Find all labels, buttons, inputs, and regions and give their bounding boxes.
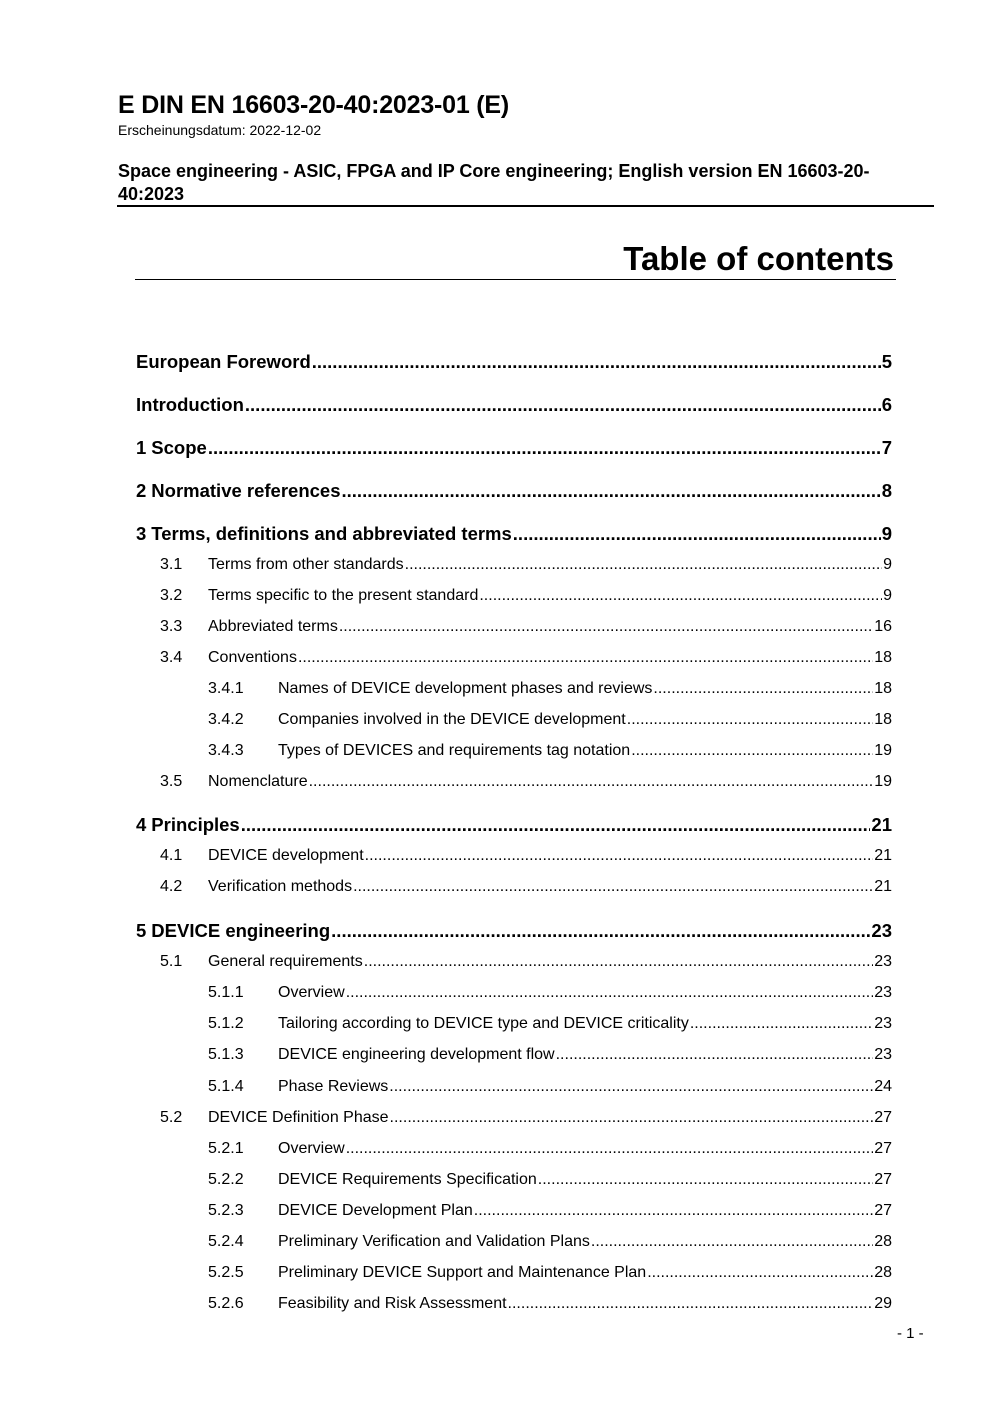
toc-leader [208,437,881,459]
toc-entry-number: 3.5 [160,773,183,790]
toc-entry-number: 5.1.3 [208,1046,244,1063]
toc-entry[interactable] [136,814,892,836]
toc-entry-title: DEVICE Requirements Specification [278,1171,537,1188]
toc-entry-title: Terms, definitions and abbreviated terms [151,523,512,544]
toc-entry[interactable] [136,1109,892,1127]
toc-entry-title: Names of DEVICE development phases and reviews [278,680,653,697]
toc-entry-number: 1 [136,437,147,458]
document-id: E DIN EN 16603-20-40:2023-01 (E) [118,91,510,119]
toc-leader [389,1078,873,1096]
toc-entry-page: 18 [874,649,892,666]
toc-entry[interactable] [136,394,892,416]
toc-entry[interactable] [136,680,892,698]
toc-entry-title: DEVICE Development Plan [278,1202,473,1219]
toc-entry-title: Preliminary Verification and Validation Plans [278,1233,590,1250]
toc-leader [538,1171,873,1189]
toc-entry[interactable] [136,556,892,574]
toc-entry-title: Introduction [136,394,244,415]
toc-entry[interactable] [136,773,892,791]
toc-entry-page: 18 [874,711,892,728]
toc-entry-number: 3.4.2 [208,711,244,728]
page-number: - 1 - [897,1325,924,1342]
toc-leader [331,920,870,942]
header-divider [117,205,934,207]
toc-entry-title: Companies involved in the DEVICE development [278,711,626,728]
toc-leader [298,649,873,667]
toc-leader [405,556,882,574]
toc-entry[interactable] [136,523,892,545]
toc-leader [390,1109,874,1127]
toc-leader [647,1264,873,1282]
toc-entry-title: Scope [151,437,207,458]
toc-entry[interactable] [136,1295,892,1313]
toc-entry[interactable] [136,1171,892,1189]
toc-leader [513,523,881,545]
toc-entry[interactable] [136,1078,892,1096]
toc-entry-page: 29 [874,1295,892,1312]
toc-leader [653,680,873,698]
toc-entry[interactable] [136,953,892,971]
toc-entry-number: 3.4 [160,649,183,666]
toc-entry-page: 6 [881,394,892,415]
toc-entry-number: 3.4.1 [208,680,244,697]
toc-leader [508,1295,874,1313]
toc-entry-page: 19 [874,742,892,759]
toc-entry-title: DEVICE Definition Phase [208,1109,389,1126]
document-title: Space engineering - ASIC, FPGA and IP Core engineering; English version EN 16603-20-40:2023 [118,161,870,204]
toc-entry[interactable] [136,1202,892,1220]
toc-entry[interactable] [136,847,892,865]
toc-entry-page: 23 [871,920,892,941]
toc-entry[interactable] [136,587,892,605]
toc-entry-number: 3.1 [160,556,183,573]
toc-entry-number: 5.1.2 [208,1015,244,1032]
toc-entry-page: 27 [874,1202,892,1219]
toc-entry-title: Terms from other standards [208,556,404,573]
toc-entry-number: 2 [136,480,147,501]
toc-entry-title: Terms specific to the present standard [208,587,479,604]
toc-leader [479,587,882,605]
toc-leader [556,1046,874,1064]
toc-entry-page: 9 [883,587,892,604]
toc-entry[interactable] [136,437,892,459]
toc-heading: Table of contents [623,240,894,277]
toc-entry-page: 9 [883,556,892,573]
toc-entry-number: 5.2.6 [208,1295,244,1312]
toc-entry-title: Tailoring according to DEVICE type and DEVICE criticality [278,1015,689,1032]
toc-leader [346,984,874,1002]
toc-entry-page: 28 [874,1264,892,1281]
toc-entry-number: 3.2 [160,587,183,604]
toc-entry-page: 23 [874,1046,892,1063]
toc-entry-page: 27 [874,1109,892,1126]
toc-entry-title: Principles [151,814,240,835]
toc-entry-page: 16 [874,618,892,635]
toc-entry-page: 27 [874,1140,892,1157]
toc-entry-number: 3.4.3 [208,742,244,759]
toc-entry-title: Overview [278,984,345,1001]
toc-entry-number: 5.2 [160,1109,183,1126]
toc-entry-number: 3.3 [160,618,183,635]
toc-entry-number: 4 [136,814,147,835]
toc-entry[interactable] [136,1015,892,1033]
toc-leader [312,351,881,373]
toc-leader [241,814,871,836]
toc-entry-page: 28 [874,1233,892,1250]
toc-entry[interactable] [136,1046,892,1064]
toc-entry-number: 5.1.4 [208,1078,244,1095]
toc-leader [353,878,873,896]
toc-leader [342,480,881,502]
toc-entry-title: Verification methods [208,878,353,895]
toc-entry-page: 21 [874,847,892,864]
toc-entry-page: 27 [874,1171,892,1188]
toc-entry[interactable] [136,351,892,373]
toc-entry-page: 21 [871,814,892,835]
toc-entry-title: Abbreviated terms [208,618,338,635]
toc-leader [631,742,873,760]
toc-entry[interactable] [136,984,892,1002]
toc-entry-title: DEVICE development [208,847,364,864]
toc-entry-page: 23 [874,1015,892,1032]
toc-heading-divider [135,279,896,280]
toc-entry-page: 24 [874,1078,892,1095]
toc-entry-page: 7 [881,437,892,458]
toc-entry-number: 5.2.2 [208,1171,244,1188]
toc-entry[interactable] [136,742,892,760]
toc-entry-number: 3 [136,523,147,544]
toc-entry-title: Types of DEVICES and requirements tag notation [278,742,631,759]
toc-entry[interactable] [136,480,892,502]
toc-leader [474,1202,873,1220]
toc-entry[interactable] [136,920,892,942]
toc-entry-title: Feasibility and Risk Assessment [278,1295,507,1312]
toc-entry-title: DEVICE engineering development flow [278,1046,555,1063]
toc-entry[interactable] [136,1264,892,1282]
toc-entry-page: 23 [874,984,892,1001]
toc-entry[interactable] [136,711,892,729]
toc-entry-page: 9 [881,523,892,544]
toc-entry-title: European Foreword [136,351,311,372]
toc-leader [627,711,873,729]
toc-entry[interactable] [136,1140,892,1158]
toc-entry-number: 5.2.3 [208,1202,244,1219]
toc-entry-number: 5.1.1 [208,984,244,1001]
toc-entry[interactable] [136,649,892,667]
toc-entry[interactable] [136,878,892,896]
toc-entry-title: DEVICE engineering [151,920,331,941]
toc-entry-number: 5.2.1 [208,1140,244,1157]
toc-leader [245,394,881,416]
toc-entry-number: 5.1 [160,953,183,970]
toc-entry-title: Normative references [151,480,341,501]
toc-leader [309,773,874,791]
toc-leader [364,953,873,971]
toc-entry-title: Nomenclature [208,773,308,790]
toc-entry-title: Overview [278,1140,345,1157]
toc-leader [346,1140,874,1158]
toc-entry-number: 5.2.5 [208,1264,244,1281]
toc-leader [690,1015,873,1033]
toc-entry-page: 23 [874,953,892,970]
toc-entry-number: 5 [136,920,147,941]
toc-leader [591,1233,873,1251]
toc-entry-title: Conventions [208,649,297,666]
toc-leader [365,847,874,865]
toc-entry-page: 5 [881,351,892,372]
toc-entry-number: 5.2.4 [208,1233,244,1250]
toc-entry-page: 21 [874,878,892,895]
toc-entry[interactable] [136,618,892,636]
toc-entry-page: 19 [874,773,892,790]
toc-entry-page: 18 [874,680,892,697]
toc-entry-number: 4.2 [160,878,183,895]
toc-entry[interactable] [136,1233,892,1251]
toc-entry-page: 8 [881,480,892,501]
publication-date: Erscheinungsdatum: 2022-12-02 [118,122,322,138]
toc-entry-title: Preliminary DEVICE Support and Maintenance Plan [278,1264,647,1281]
toc-leader [339,618,873,636]
toc-entry-number: 4.1 [160,847,183,864]
toc-entry-title: General requirements [208,953,363,970]
toc-entry-title: Phase Reviews [278,1078,389,1095]
